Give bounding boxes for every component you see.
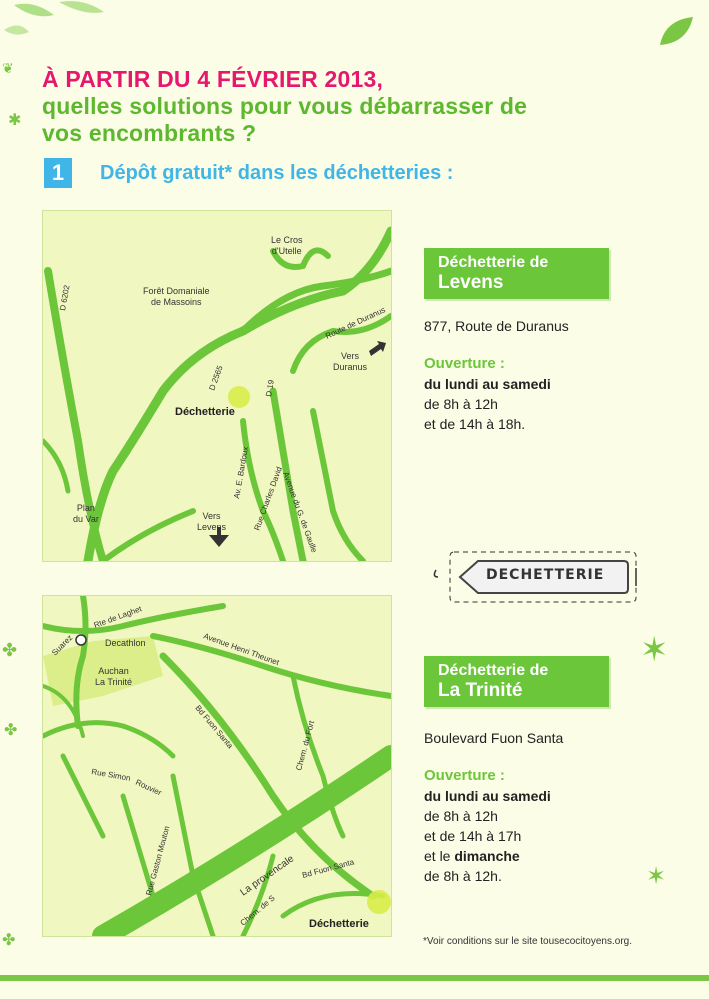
- map-label-decathlon: Decathlon: [105, 638, 146, 648]
- fuon-santa-label: Bd Fuon Santa: [193, 703, 235, 751]
- star-icon: ✱: [8, 112, 22, 129]
- suarez-label: Suarez: [50, 633, 75, 658]
- section-number-badge: 1: [44, 158, 72, 188]
- levens-dechetterie-marker-label: Déchetterie: [175, 406, 235, 418]
- bottom-border: [0, 975, 709, 981]
- d6202-label: D 6202: [58, 284, 72, 312]
- levens-opening-label: Ouverture :: [424, 355, 505, 372]
- map-label-duvar: du Var: [73, 514, 99, 524]
- trinite-address: Boulevard Fuon Santa: [424, 730, 564, 746]
- trinite-opening-label: Ouverture :: [424, 767, 505, 784]
- map-label-latrinite: La Trinité: [95, 677, 133, 687]
- simon-label: Rue Simon: [90, 767, 132, 783]
- leaf-icon: ✤: [2, 932, 16, 949]
- section-title: Dépôt gratuit* dans les déchetteries :: [100, 162, 454, 184]
- leaf-icon: ✤: [2, 640, 18, 660]
- map-label-massoins: de Massoins: [151, 297, 202, 307]
- trinite-title-line1: Déchetterie de: [438, 662, 549, 679]
- trinite-map: [42, 595, 392, 937]
- sign-label: DECHETTERIE: [486, 567, 605, 583]
- trinite-hours1: de 8h à 12h: [424, 808, 498, 824]
- levens-title-line1: Déchetterie de: [438, 254, 549, 271]
- page-heading: [42, 66, 527, 147]
- trinite-hours3-bold: dimanche: [454, 848, 520, 864]
- levens-days: du lundi au samedi: [424, 376, 551, 392]
- footnote: *Voir conditions sur le site tousecocitoyens.org.: [423, 936, 632, 947]
- trinite-hours3-prefix: et le: [424, 848, 451, 864]
- levens-hours2: et de 14h à 18h.: [424, 416, 526, 432]
- fuon2-label: Bd Fuon Santa: [301, 857, 356, 880]
- map-label-foret: Forêt Domaniale: [143, 286, 210, 296]
- trinite-hours4: de 8h à 12h.: [424, 868, 502, 884]
- charles-label: Rue Charles David: [252, 465, 284, 532]
- bardoux-label: Av. E. Bardoux: [232, 445, 251, 500]
- dechetterie-sign: [430, 550, 640, 604]
- map-label-vers: Vers: [341, 351, 360, 361]
- provencale-label: La provencale: [238, 853, 297, 899]
- route-duranus-label: Route de Duranus: [324, 305, 387, 341]
- leaf-icon: [655, 15, 695, 55]
- leaf-icon: ❦: [2, 60, 14, 76]
- levens-title-line2: Levens: [438, 272, 504, 293]
- rouvier-label: Rouvier: [134, 777, 163, 798]
- gaston-label: Rue Gaston Mouton: [144, 825, 172, 897]
- levens-address: 877, Route de Duranus: [424, 318, 569, 334]
- levens-hours: [424, 354, 551, 434]
- levens-hours1: de 8h à 12h: [424, 396, 498, 412]
- levens-map: [42, 210, 392, 562]
- henri-label: Avenue Henri Theunet: [202, 631, 281, 668]
- map-label-lecros: Le Cros: [271, 235, 303, 245]
- heading-line2: quelles solutions pour vous débarrasser de: [42, 93, 528, 119]
- trinite-hours2: et de 14h à 17h: [424, 828, 522, 844]
- levens-title-box: [424, 248, 609, 299]
- fort-label: Chem. du Fort: [294, 719, 317, 772]
- map-label-levens: Levens: [197, 522, 227, 532]
- map-label-vers2: Vers: [202, 511, 221, 521]
- heading-line1: À PARTIR DU 4 FÉVRIER 2013,: [42, 66, 384, 92]
- leaf-icon: ✶: [640, 631, 669, 669]
- degaulle-label: Avenue du G. de Gaulle: [281, 470, 319, 554]
- d19-label: D 19: [264, 379, 276, 398]
- leaf-icon: ✤: [4, 722, 18, 739]
- rte-laghet-label: Rte de Laghet: [92, 604, 143, 630]
- map-label-auchan: Auchan: [98, 666, 129, 676]
- trinite-dechetterie-marker-label: Déchetterie: [309, 918, 369, 930]
- trinite-title-box: [424, 656, 609, 707]
- map-label-duranus: Duranus: [333, 362, 368, 372]
- trinite-days: du lundi au samedi: [424, 788, 551, 804]
- leaf-icon: [4, 0, 124, 45]
- map-label-dutelle: d'Utelle: [271, 246, 302, 256]
- chem-s-label: Chem. de S: [238, 893, 277, 928]
- map-label-plan: Plan: [76, 503, 95, 513]
- leaf-icon: ✶: [646, 863, 667, 890]
- trinite-hours: [424, 766, 551, 886]
- heading-line3: vos encombrants ?: [42, 120, 257, 146]
- d2565-label: D 2565: [207, 364, 225, 392]
- trinite-title-line2: La Trinité: [438, 680, 523, 701]
